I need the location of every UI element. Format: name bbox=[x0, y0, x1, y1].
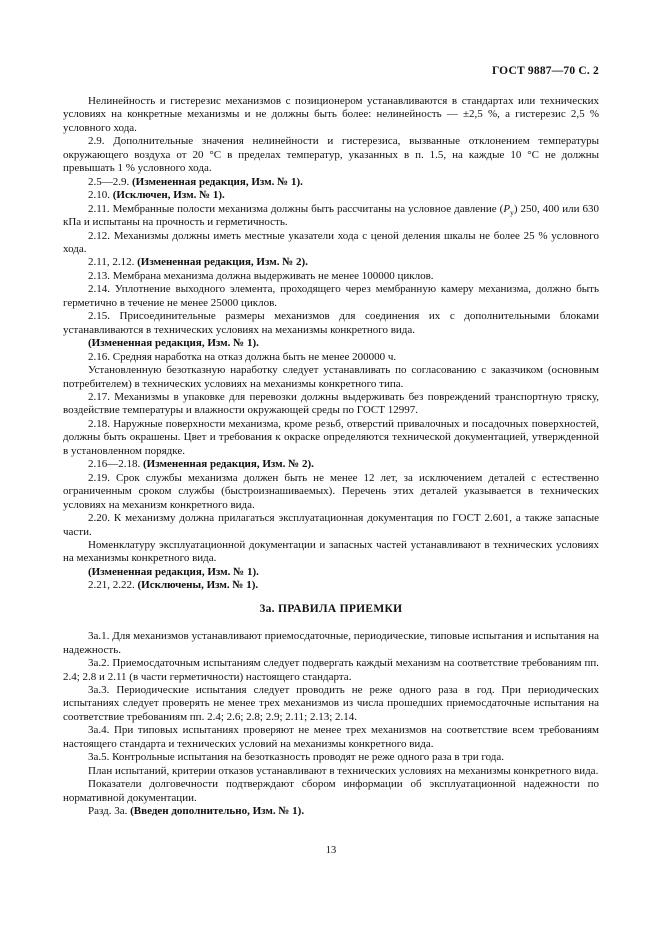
paragraph bbox=[63, 230, 599, 257]
text-segment: Установленную безотказную наработку следует устанавливать по согласованию с заказчиком (основным потребителем) в технических условиях на механизмы конкретного типа. bbox=[63, 364, 599, 390]
text-segment: 3а.5. Контрольные испытания на безотказность проводят не реже одного раза в три года. bbox=[88, 751, 505, 764]
text-segment: (Исключены, Изм. № 1). bbox=[137, 579, 259, 592]
text-segment: 2.11, 2.12. bbox=[88, 256, 138, 269]
paragraph bbox=[63, 579, 599, 592]
text-segment: 3а.1. Для механизмов устанавливают приемосдаточные, периодические, типовые испытания и испытания на надежность. bbox=[63, 630, 599, 656]
text-segment: 2.21, 2.22. bbox=[88, 579, 138, 592]
text-segment: (Измененная редакция, Изм. № 2). bbox=[137, 256, 308, 269]
text-segment: 2.9. Дополнительные значения нелинейности и гистерезиса, вызванные отклонением температуры окружающего воздуха от 20 °С в пределах температур, указанных в п. 1.5, на каждые 10 °С не должны превышать 1 % условного хода. bbox=[63, 135, 599, 175]
paragraph bbox=[63, 458, 599, 471]
text-segment: 2.20. К механизму должна прилагаться эксплуатационная документация по ГОСТ 2.601, а также запасные части. bbox=[63, 512, 599, 538]
text-segment: 3а.3. Периодические испытания следует проводить не реже одного раза в год. При периодических испытаниях следует проверять не менее трех механизмов из числа прошедших приемосдаточные испытания на соответствие требованиям пп. 2.4; 2.6; 2.8; 2.9; 2.11; 2.13; 2.14. bbox=[63, 684, 599, 723]
text-segment: 2.16—2.18. bbox=[88, 458, 143, 471]
text-segment: 2.10. bbox=[88, 189, 113, 202]
paragraph bbox=[63, 724, 599, 751]
text-segment: 2.11. Мембранные полости механизма должны быть рассчитаны на условное давление ( bbox=[88, 202, 504, 215]
text-segment: 2.12. Механизмы должны иметь местные указатели хода с ценой деления шкалы не более 25 % условного хода. bbox=[63, 229, 599, 255]
text-segment: 2.14. Уплотнение выходного элемента, проходящего через мембранную камеру механизма, должно быть герметично в течение не менее 25000 циклов. bbox=[63, 283, 599, 309]
text-segment: Нелинейность и гистерезис механизмов с позиционером устанавливаются в стандартах или технических условиях на конкретные механизмы и не должны быть более: нелинейность — ±2,5 %, а гистерезис 2,5 % условного хода. bbox=[63, 95, 599, 134]
paragraph bbox=[63, 566, 599, 579]
paragraph bbox=[63, 391, 599, 418]
text-segment: 2.18. Наружные поверхности механизма, кроме резьб, отверстий привалочных и посадочных поверхностей, должны быть окрашены. Цвет и требования к окраске определяются технической документацией, утвержденной в установленном порядке. bbox=[63, 417, 599, 457]
paragraph bbox=[63, 778, 599, 805]
text-segment: (Измененная редакция, Изм. № 1). bbox=[88, 565, 259, 578]
paragraph bbox=[63, 351, 599, 364]
text-segment: у bbox=[510, 207, 514, 217]
text-segment: План испытаний, критерии отказов устанавливают в технических условиях на механизмы конкретного вида. bbox=[88, 764, 599, 777]
paragraph bbox=[63, 337, 599, 350]
text-segment: (Исключен, Изм. № 1). bbox=[112, 189, 225, 202]
paragraph bbox=[63, 751, 599, 764]
text-segment: 2.13. Мембрана механизма должна выдерживать не менее 100000 циклов. bbox=[88, 269, 434, 282]
paragraph bbox=[63, 256, 599, 269]
text-segment: Показатели долговечности подтверждают сбором информации об эксплуатационной надежности по нормативной документации. bbox=[63, 778, 599, 804]
paragraph bbox=[63, 176, 599, 189]
paragraph bbox=[63, 539, 599, 566]
paragraph bbox=[63, 95, 599, 135]
text-segment: (Измененная редакция, Изм. № 2). bbox=[143, 458, 314, 471]
paragraph bbox=[63, 310, 599, 337]
section-heading bbox=[63, 603, 599, 616]
text-segment: Разд. 3а. bbox=[88, 805, 131, 818]
text-segment: (Измененная редакция, Изм. № 1). bbox=[132, 175, 303, 188]
paragraph bbox=[63, 418, 599, 458]
text-segment: 3а. ПРАВИЛА ПРИЕМКИ bbox=[259, 602, 403, 615]
text-segment: P bbox=[503, 202, 511, 215]
text-segment: 3а.2. Приемосдаточным испытаниям следует подвергать каждый механизм на соответствие требованиям пп. 2.4; 2.8 и 2.11 (в части герметичности) настоящего стандарта. bbox=[63, 657, 599, 683]
text-segment: (Измененная редакция, Изм. № 1). bbox=[88, 337, 259, 350]
text-segment: 2.15. Присоединительные размеры механизмов для соединения их с дополнительными блоками устанавливаются в технических условиях на механизмы конкретного вида. bbox=[63, 310, 599, 336]
text-segment: 2.5—2.9. bbox=[88, 175, 132, 188]
paragraph bbox=[63, 657, 599, 684]
paragraph bbox=[63, 135, 599, 175]
paragraph bbox=[63, 765, 599, 778]
document-content bbox=[63, 95, 599, 819]
paragraph bbox=[63, 270, 599, 283]
page-number: 13 bbox=[325, 844, 337, 856]
text-segment: 3а.4. При типовых испытаниях проверяют не менее трех механизмов на соответствие всем требованиям настоящего стандарта и технических условий на механизмы конкретного вида. bbox=[63, 724, 599, 750]
text-segment: 2.19. Срок службы механизма должен быть не менее 12 лет, за исключением деталей с естественно ограниченным сроком службы (быстроизнашиваемых). Перечень этих деталей указывается в технических условиях на механизм конкретного вида. bbox=[63, 471, 599, 511]
text-segment: (Введен дополнительно, Изм. № 1). bbox=[130, 805, 305, 818]
text-segment: 2.16. Средняя наработка на отказ должна быть не менее 200000 ч. bbox=[88, 350, 397, 363]
paragraph bbox=[63, 364, 599, 391]
paragraph bbox=[63, 203, 599, 230]
paragraph bbox=[63, 189, 599, 202]
text-segment: ) 250, 400 или 630 кПа и испытаны на прочность и герметичность. bbox=[63, 202, 599, 229]
paragraph bbox=[63, 630, 599, 657]
text-segment: Номенклатуру эксплуатационной документации и запасных частей устанавливают в технических условиях на механизмы конкретного вида. bbox=[63, 538, 599, 565]
paragraph bbox=[63, 512, 599, 539]
paragraph bbox=[63, 472, 599, 512]
page-header: ГОСТ 9887—70 С. 2 bbox=[491, 65, 599, 77]
text-segment: 2.17. Механизмы в упаковке для перевозки должны выдерживать без повреждений транспортную тряску, воздействие температуры и влажности окружающей среды по ГОСТ 12997. bbox=[63, 390, 599, 417]
paragraph bbox=[63, 283, 599, 310]
paragraph bbox=[63, 684, 599, 724]
paragraph bbox=[63, 805, 599, 818]
